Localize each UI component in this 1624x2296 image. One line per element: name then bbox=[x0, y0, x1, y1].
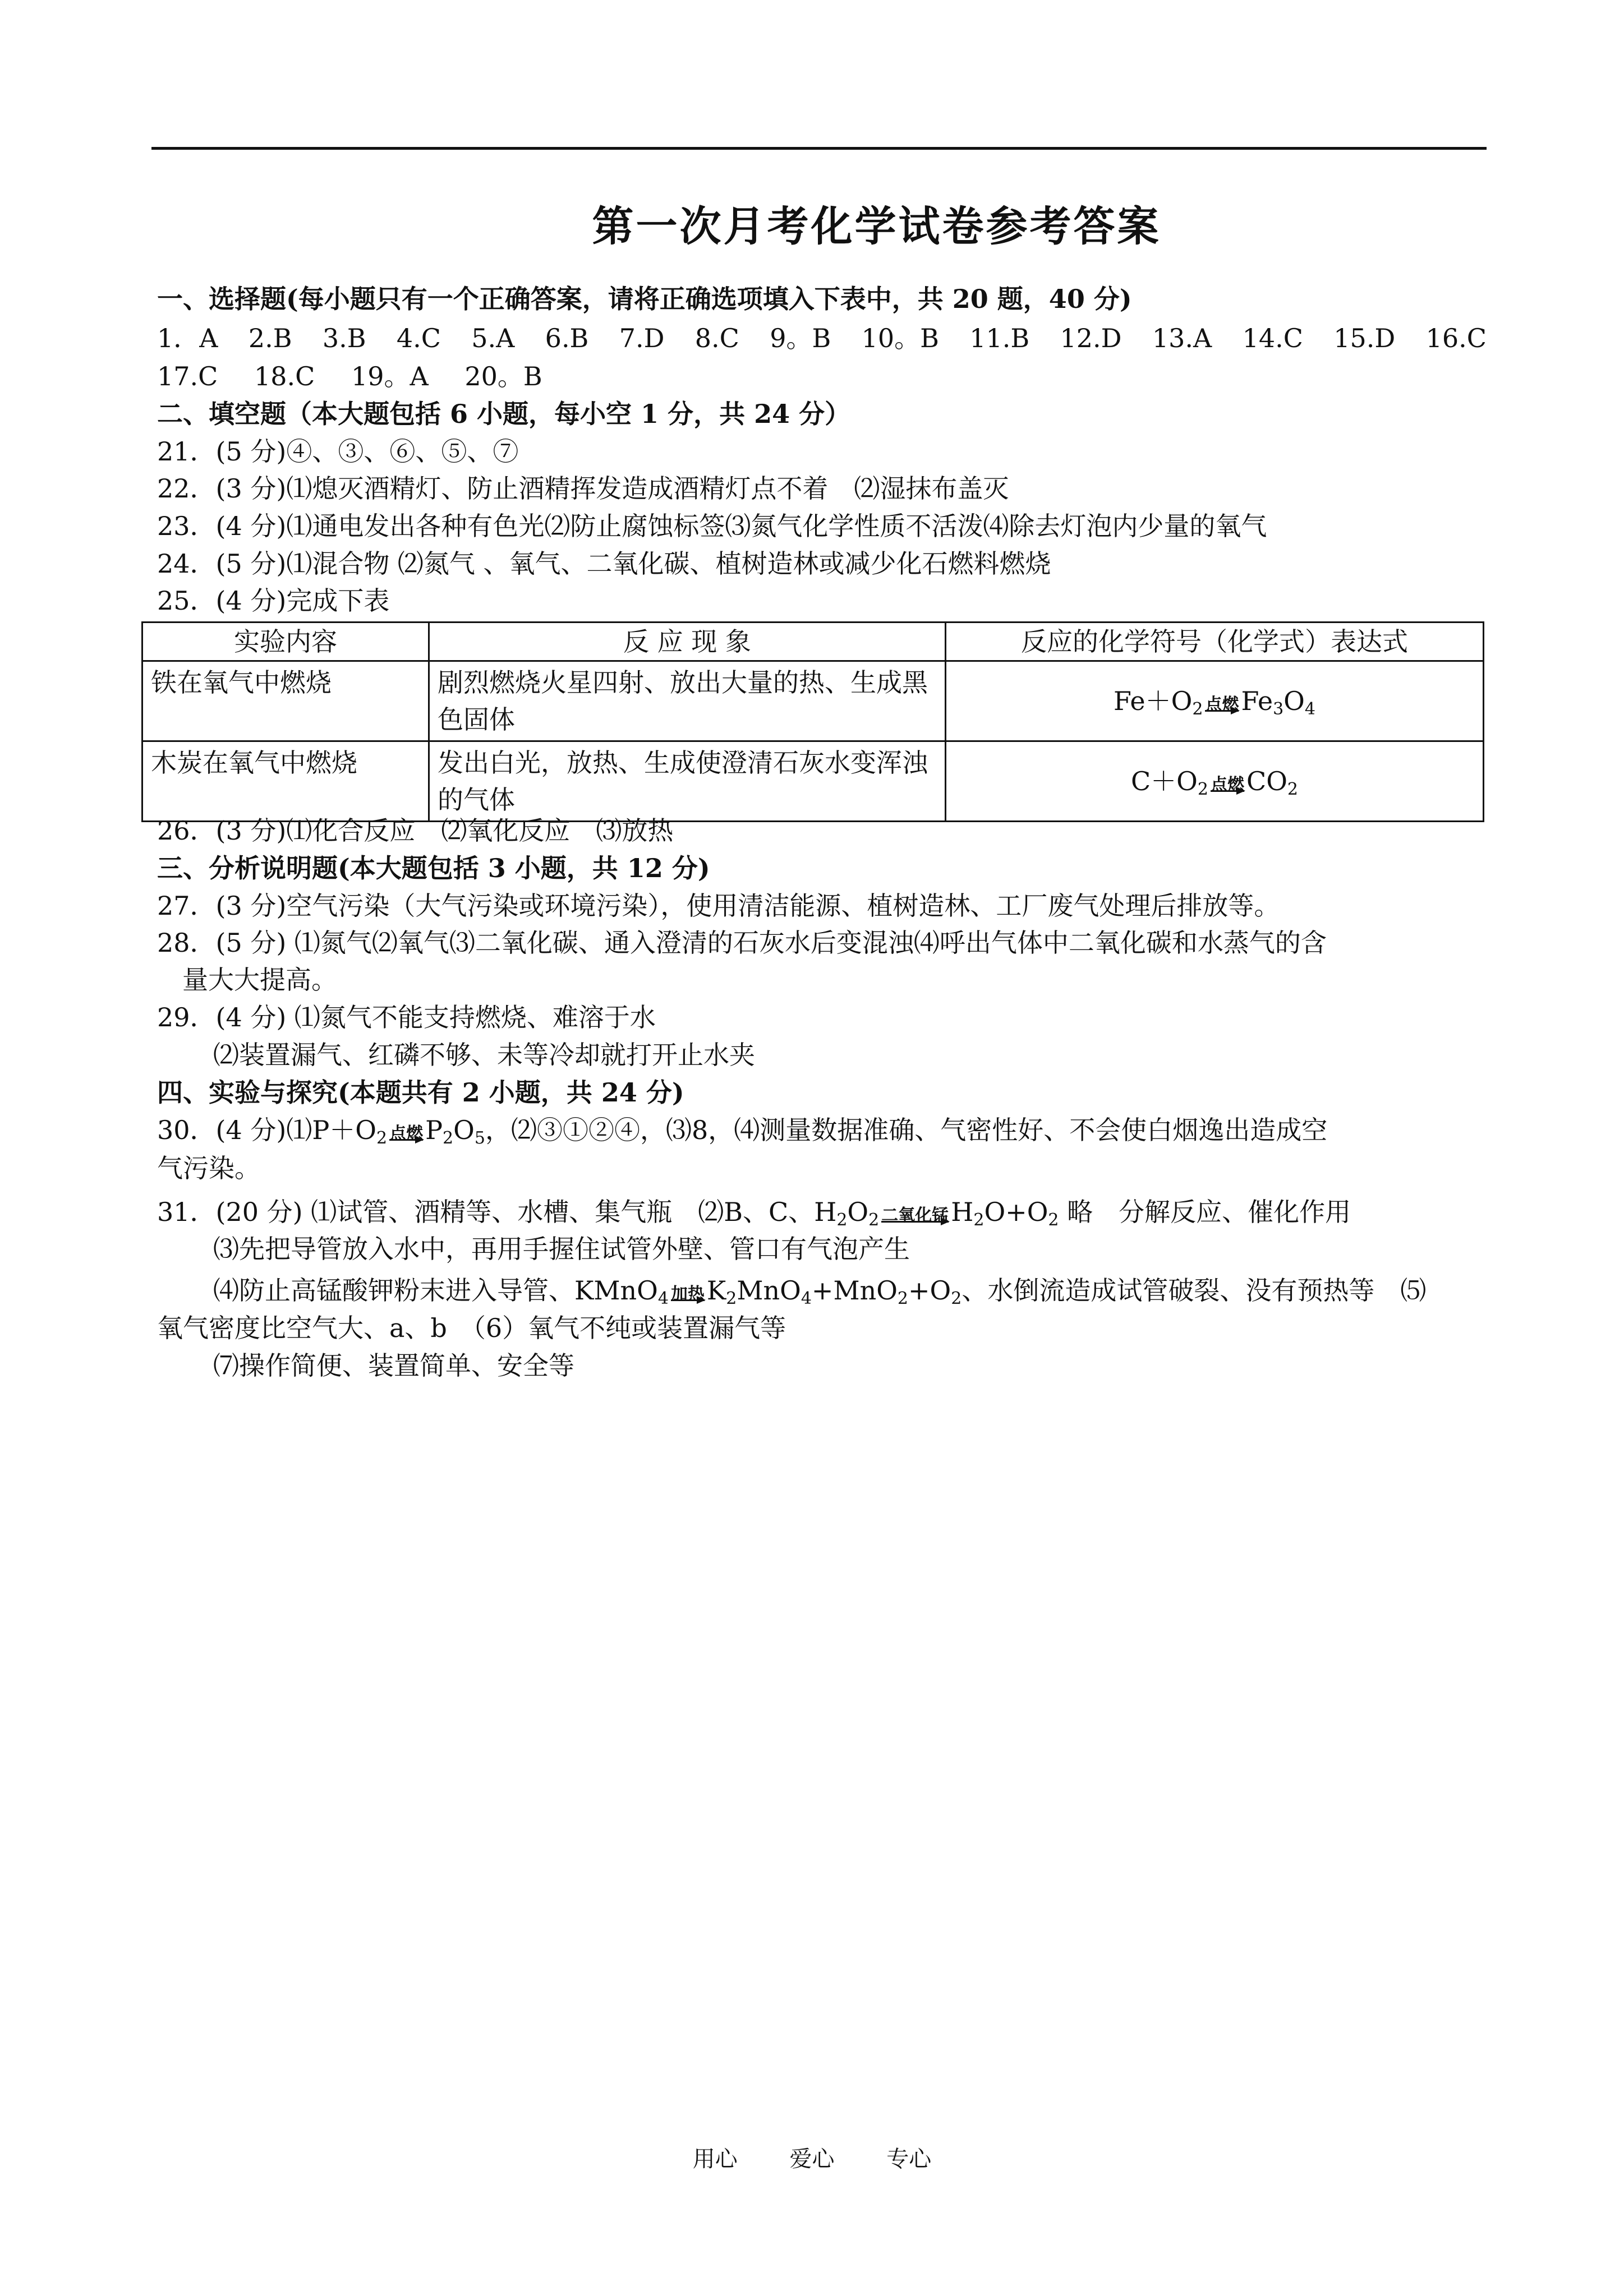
answer-q27: 27．(3 分)空气污染（大气污染或环境污染），使用清洁能源、植树造林、工厂废气处理后排放等。 bbox=[157, 891, 1280, 921]
reaction-arrow bbox=[387, 1126, 425, 1147]
answer-q28-continued: 量大大提高。 bbox=[182, 965, 337, 995]
reaction-arrow bbox=[1208, 777, 1246, 799]
table-cell-content: 铁在氧气中燃烧 bbox=[142, 661, 429, 741]
reaction-condition: 点燃 bbox=[1205, 695, 1239, 714]
footer-text: 专心 bbox=[886, 2146, 932, 2172]
answer-q25: 25．(4 分)完成下表 bbox=[157, 585, 390, 616]
table-row bbox=[142, 661, 1484, 741]
answer-q24: 24．(5 分)⑴混合物 ⑵氮气 、氧气、二氧化碳、植树造林或减少化石燃料燃烧 bbox=[157, 548, 1051, 579]
table-row bbox=[142, 741, 1484, 822]
answer-q31-part3: ⑶先把导管放入水中，再用手握住试管外壁、管口有气泡产生 bbox=[213, 1234, 910, 1264]
reaction-arrow bbox=[669, 1286, 707, 1308]
answer-item: 10。B bbox=[861, 323, 939, 353]
answer-item: 5.A bbox=[471, 323, 515, 353]
reaction-condition: 点燃 bbox=[389, 1124, 424, 1144]
answer-item: 9。B bbox=[770, 323, 831, 353]
page-title: 第一次月考化学试卷参考答案 bbox=[592, 202, 1161, 251]
answer-item: 13.A bbox=[1152, 323, 1212, 353]
reaction-condition: 点燃 bbox=[1211, 775, 1244, 795]
answer-q23: 23．(4 分)⑴通电发出各种有色光⑵防止腐蚀标签⑶氮气化学性质不活泼⑷除去灯泡内少量的氧气 bbox=[157, 511, 1267, 541]
answer-item: 12.D bbox=[1060, 323, 1122, 353]
table-cell-phenomenon: 发出白光，放热、生成使澄清石灰水变浑浊的气体 bbox=[429, 741, 946, 822]
page-footer bbox=[0, 2141, 1624, 2173]
answer-item: 16.C bbox=[1425, 323, 1487, 353]
answer-q29-continued: ⑵装置漏气、红磷不够、未等冷却就打开止水夹 bbox=[213, 1040, 755, 1070]
answer-item: 11.B bbox=[969, 323, 1030, 353]
table-cell-equation: $C+O_2$ 点燃 $CO_2$ bbox=[946, 741, 1484, 822]
answer-q30: 30．(4 分)$⑴P+O_2$ 点燃 $P_2O_5$，⑵③①②④，⑶8，⑷测量数据准确、气密性好、不会使白烟逸出造成空 bbox=[157, 1115, 1328, 1148]
answer-item: 17.C bbox=[157, 361, 218, 391]
section-1-heading: 一、选择题(每小题只有一个正确答案，请将正确选项填入下表中，共 20 题，40 分) bbox=[157, 284, 1132, 314]
answer-q26: 26．(3 分)⑴化合反应 ⑵氧化反应 ⑶放热 bbox=[157, 815, 674, 846]
section-4-heading: 四、实验与探究(本题共有 2 小题，共 24 分) bbox=[157, 1077, 684, 1108]
reaction-table bbox=[141, 621, 1484, 822]
section-2-heading: 二、填空题（本大题包括 6 小题，每小空 1 分，共 24 分） bbox=[157, 399, 851, 429]
answer-q31-part7: ⑺操作简便、装置简单、安全等 bbox=[213, 1350, 574, 1381]
table-cell-phenomenon: 剧烈燃烧火星四射、放出大量的热、生成黑色固体 bbox=[429, 661, 946, 741]
footer-text: 爱心 bbox=[789, 2146, 835, 2172]
footer-text: 用心 bbox=[692, 2146, 738, 2172]
reaction-arrow bbox=[879, 1207, 951, 1229]
answer-q28: 28．(5 分) ⑴氮气⑵氧气⑶二氧化碳、通入澄清的石灰水后变混浊⑷呼出气体中二氧化碳和水蒸气的含 bbox=[157, 928, 1327, 958]
choice-answers-row-2 bbox=[157, 358, 571, 395]
header-rule bbox=[151, 147, 1487, 150]
reaction-condition: 二氧化锰 bbox=[881, 1206, 949, 1225]
reaction-condition: 加热 bbox=[670, 1284, 705, 1304]
answer-item: 14.C bbox=[1242, 323, 1303, 353]
answer-q31-part5: 氧气密度比空气大、a、b （6）氧气不纯或装置漏气等 bbox=[157, 1313, 786, 1343]
answer-q31-part4: ⑷防止高锰酸钾粉末进入导管、KMnO$_4$ 加热 $K_2MnO_4+MnO_2+O_2$、水倒流造成试管破裂、没有预热等 ⑸ bbox=[213, 1275, 1427, 1308]
answer-q31: 31．(20 分) ⑴试管、酒精等、水槽、集气瓶 ⑵B、C、$H_2O_2$ 二氧化锰 $H_2O+O_2$ 略 分解反应、催化作用 bbox=[157, 1197, 1351, 1230]
answer-item: 15.D bbox=[1333, 323, 1396, 353]
answer-item: 3.B bbox=[322, 323, 366, 353]
reaction-arrow bbox=[1203, 697, 1241, 718]
answer-item: 18.C bbox=[254, 361, 315, 391]
section-3-heading: 三、分析说明题(本大题包括 3 小题，共 12 分) bbox=[157, 853, 710, 883]
table-header-phenomenon: 反 应 现 象 bbox=[429, 623, 946, 661]
answer-item: 4.C bbox=[396, 323, 441, 353]
table-header-equation: 反应的化学符号（化学式）表达式 bbox=[946, 623, 1484, 661]
answer-item: 20。B bbox=[464, 361, 542, 391]
answer-item: 6.B bbox=[545, 323, 589, 353]
table-header-row bbox=[142, 623, 1484, 661]
table-cell-equation: $Fe+O_2$ 点燃 $Fe_3O_4$ bbox=[946, 661, 1484, 741]
answer-item: 1．A bbox=[157, 323, 218, 353]
answer-q21: 21．(5 分)④、③、⑥、⑤、⑦ bbox=[157, 436, 519, 467]
answer-item: 19。A bbox=[351, 361, 429, 391]
answer-q22: 22．(3 分)⑴熄灭酒精灯、防止酒精挥发造成酒精灯点不着 ⑵湿抹布盖灭 bbox=[157, 473, 1009, 504]
choice-answers-row-1 bbox=[157, 320, 1487, 357]
table-cell-content: 木炭在氧气中燃烧 bbox=[142, 741, 429, 822]
answer-item: 8.C bbox=[694, 323, 739, 353]
answer-item: 7.D bbox=[619, 323, 665, 353]
table-header-content: 实验内容 bbox=[142, 623, 429, 661]
answer-q29: 29．(4 分) ⑴氮气不能支持燃烧、难溶于水 bbox=[157, 1002, 656, 1032]
answer-item: 2.B bbox=[248, 323, 292, 353]
answer-q30-continued: 气污染。 bbox=[157, 1153, 260, 1183]
